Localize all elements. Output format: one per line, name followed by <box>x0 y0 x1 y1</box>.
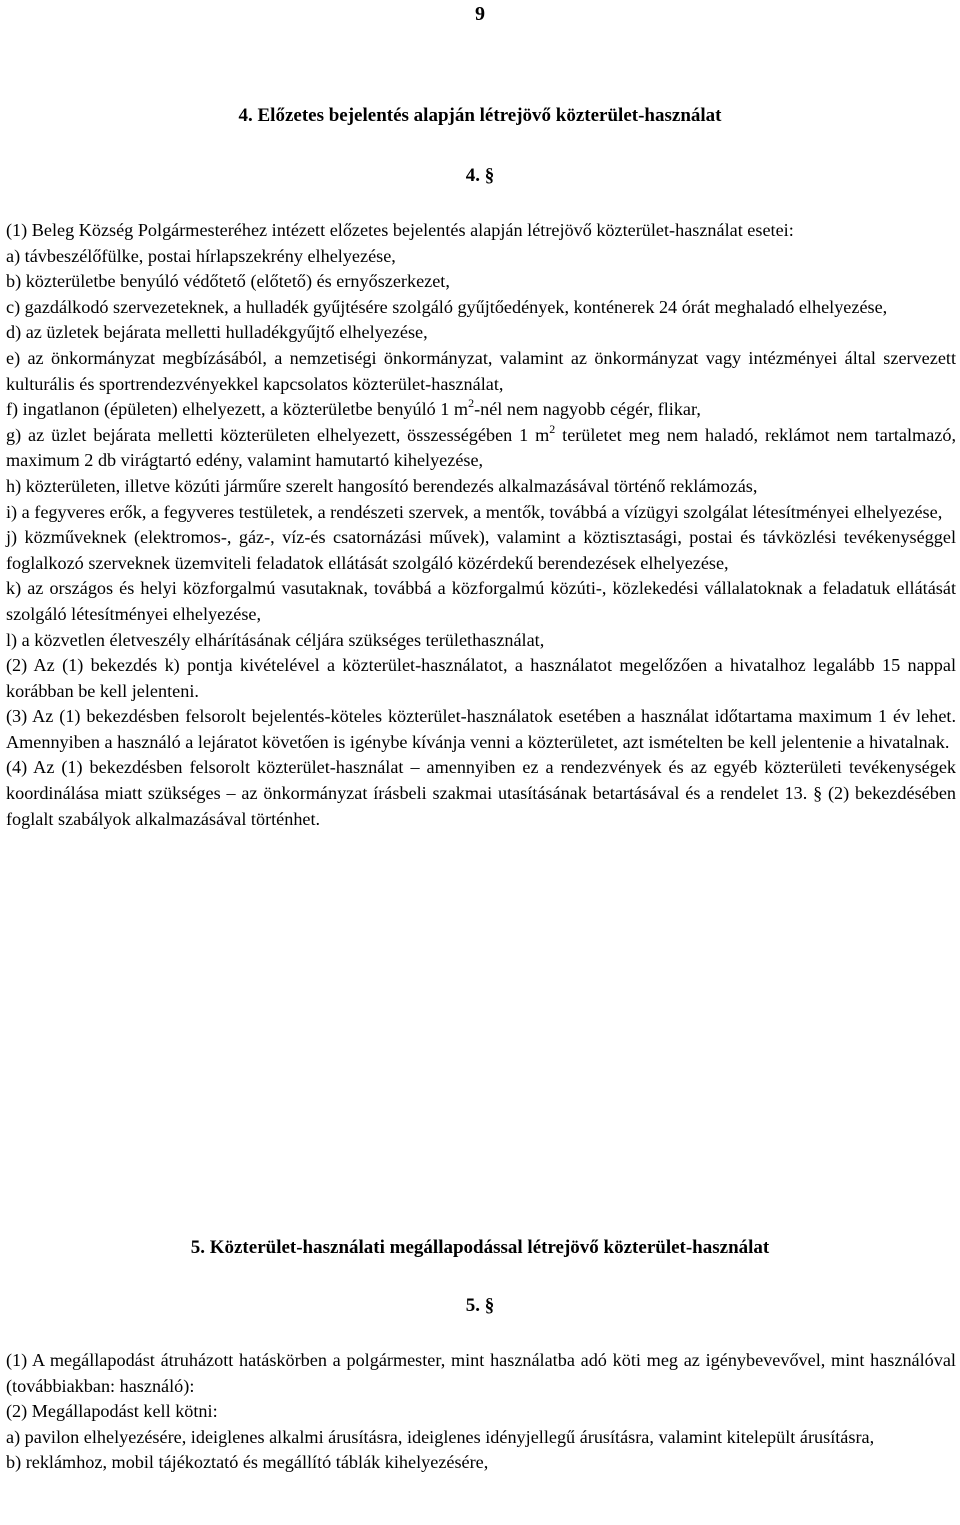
section-5-body <box>6 1348 956 1476</box>
item-g-superscript: 2 <box>549 421 556 436</box>
paragraph-2: (2) Az (1) bekezdés k) pontja kivételével a közterület-használatot, a használatot megelőzően a hivatalhoz legalább 15 nappal korábban be kell jelenteni. <box>6 655 956 701</box>
section-4-body <box>6 218 956 832</box>
item-d: d) az üzletek bejárata melletti hulladékgyűjtő elhelyezése, <box>6 322 428 343</box>
paragraph-4: (4) Az (1) bekezdésben felsorolt közterület-használat – amennyiben ez a rendezvények és az egyéb közterületi tevékenységek koordinálása miatt szükséges – az önkormányzat írásbeli szakmai utasításának betartásával és a rendelet 13. § (2) bekezdésében foglalt szabályok alkalmazásával történhet. <box>6 757 956 829</box>
item-f-text: f) ingatlanon (épületen) elhelyezett, a közterületbe benyúló 1 m <box>6 399 469 420</box>
section-4-heading: 4. Előzetes bejelentés alapján létrejövő közterület-használat <box>238 105 722 126</box>
item-k: k) az országos és helyi közforgalmú vasutaknak, továbbá a közforgalmú közúti-, közlekedési vállalatoknak a feladatuk ellátását szolgáló létesítményei elhelyezése, <box>6 578 956 624</box>
section-4-paragraph-symbol: 4. § <box>465 165 495 186</box>
item-h: h) közterületen, illetve közúti járműre szerelt hangosító berendezés alkalmazásával történő reklámozás, <box>6 475 758 496</box>
item-g-text: g) az üzlet bejárata melletti közterületen elhelyezett, összességében 1 m <box>6 424 550 445</box>
s5-paragraph-1: (1) A megállapodást átruházott hatáskörben a polgármester, mint használatba adó köti meg az igénybevevővel, mint használóval (továbbiakban: használó): <box>6 1350 956 1396</box>
paragraph-3: (3) Az (1) bekezdésben felsorolt bejelentés-köteles közterület-használatok esetében a használat időtartama maximum 1 év lehet. Amennyiben a használó a lejáratot követően is igénybe kívánja venni a közterületet, azt ismételten be kell jelentenie a hivatalnak. <box>6 706 956 752</box>
item-g-text-end: területet meg nem haladó, reklámot nem tartalmazó, maximum 2 db virágtartó edény, valamint hamutartó kihelyezése, <box>6 424 956 471</box>
item-a: a) távbeszélőfülke, postai hírlapszekrény elhelyezése, <box>6 245 396 266</box>
section-5-heading: 5. Közterület-használati megállapodással létrejövő közterület-használat <box>190 1237 770 1258</box>
item-b: b) közterületbe benyúló védőtető (előtető) és ernyőszerkezet, <box>6 271 450 292</box>
page-number: 9 <box>475 3 485 25</box>
item-j: j) közműveknek (elektromos-, gáz-, víz-és csatornázási művek), valamint a köztisztasági, postai és távközlési tevékenységgel foglalkozó szerveknek üzemviteli feladatok ellátását szolgáló közérdekű berendezések elhelyezése, <box>6 527 956 573</box>
item-g <box>6 423 956 474</box>
s5-item-b: b) reklámhoz, mobil tájékoztató és megállító táblák kihelyezésére, <box>6 1452 489 1473</box>
item-f-superscript: 2 <box>468 396 475 411</box>
section-5-paragraph-symbol: 5. § <box>465 1295 495 1316</box>
item-l: l) a közvetlen életveszély elhárításának céljára szükséges területhasználat, <box>6 629 545 650</box>
item-e: e) az önkormányzat megbízásából, a nemzetiségi önkormányzat, valamint az önkormányzat vagy intézményei által szervezett kulturális és sportrendezvényekkel kapcsolatos közterület-használat, <box>6 347 956 394</box>
item-f <box>6 397 956 423</box>
item-i: i) a fegyveres erők, a fegyveres testületek, a rendészeti szervek, a mentők, továbbá a vízügyi szolgálat létesítményei elhelyezése, <box>6 501 943 522</box>
s5-paragraph-2: (2) Megállapodást kell kötni: <box>6 1401 218 1422</box>
item-c: c) gazdálkodó szervezeteknek, a hulladék gyűjtésére szolgáló gyűjtőedények, konténerek 24 órát meghaladó elhelyezése, <box>6 296 888 317</box>
item-f-text-end: -nél nem nagyobb cégér, flikar, <box>474 399 701 420</box>
s5-item-a: a) pavilon elhelyezésére, ideiglenes alkalmi árusításra, ideiglenes idényjellegű árusításra, valamint kitelepült árusításra, <box>6 1426 875 1447</box>
paragraph-1: (1) Beleg Község Polgármesteréhez intézett előzetes bejelentés alapján létrejövő közterület-használat esetei: <box>6 220 794 240</box>
